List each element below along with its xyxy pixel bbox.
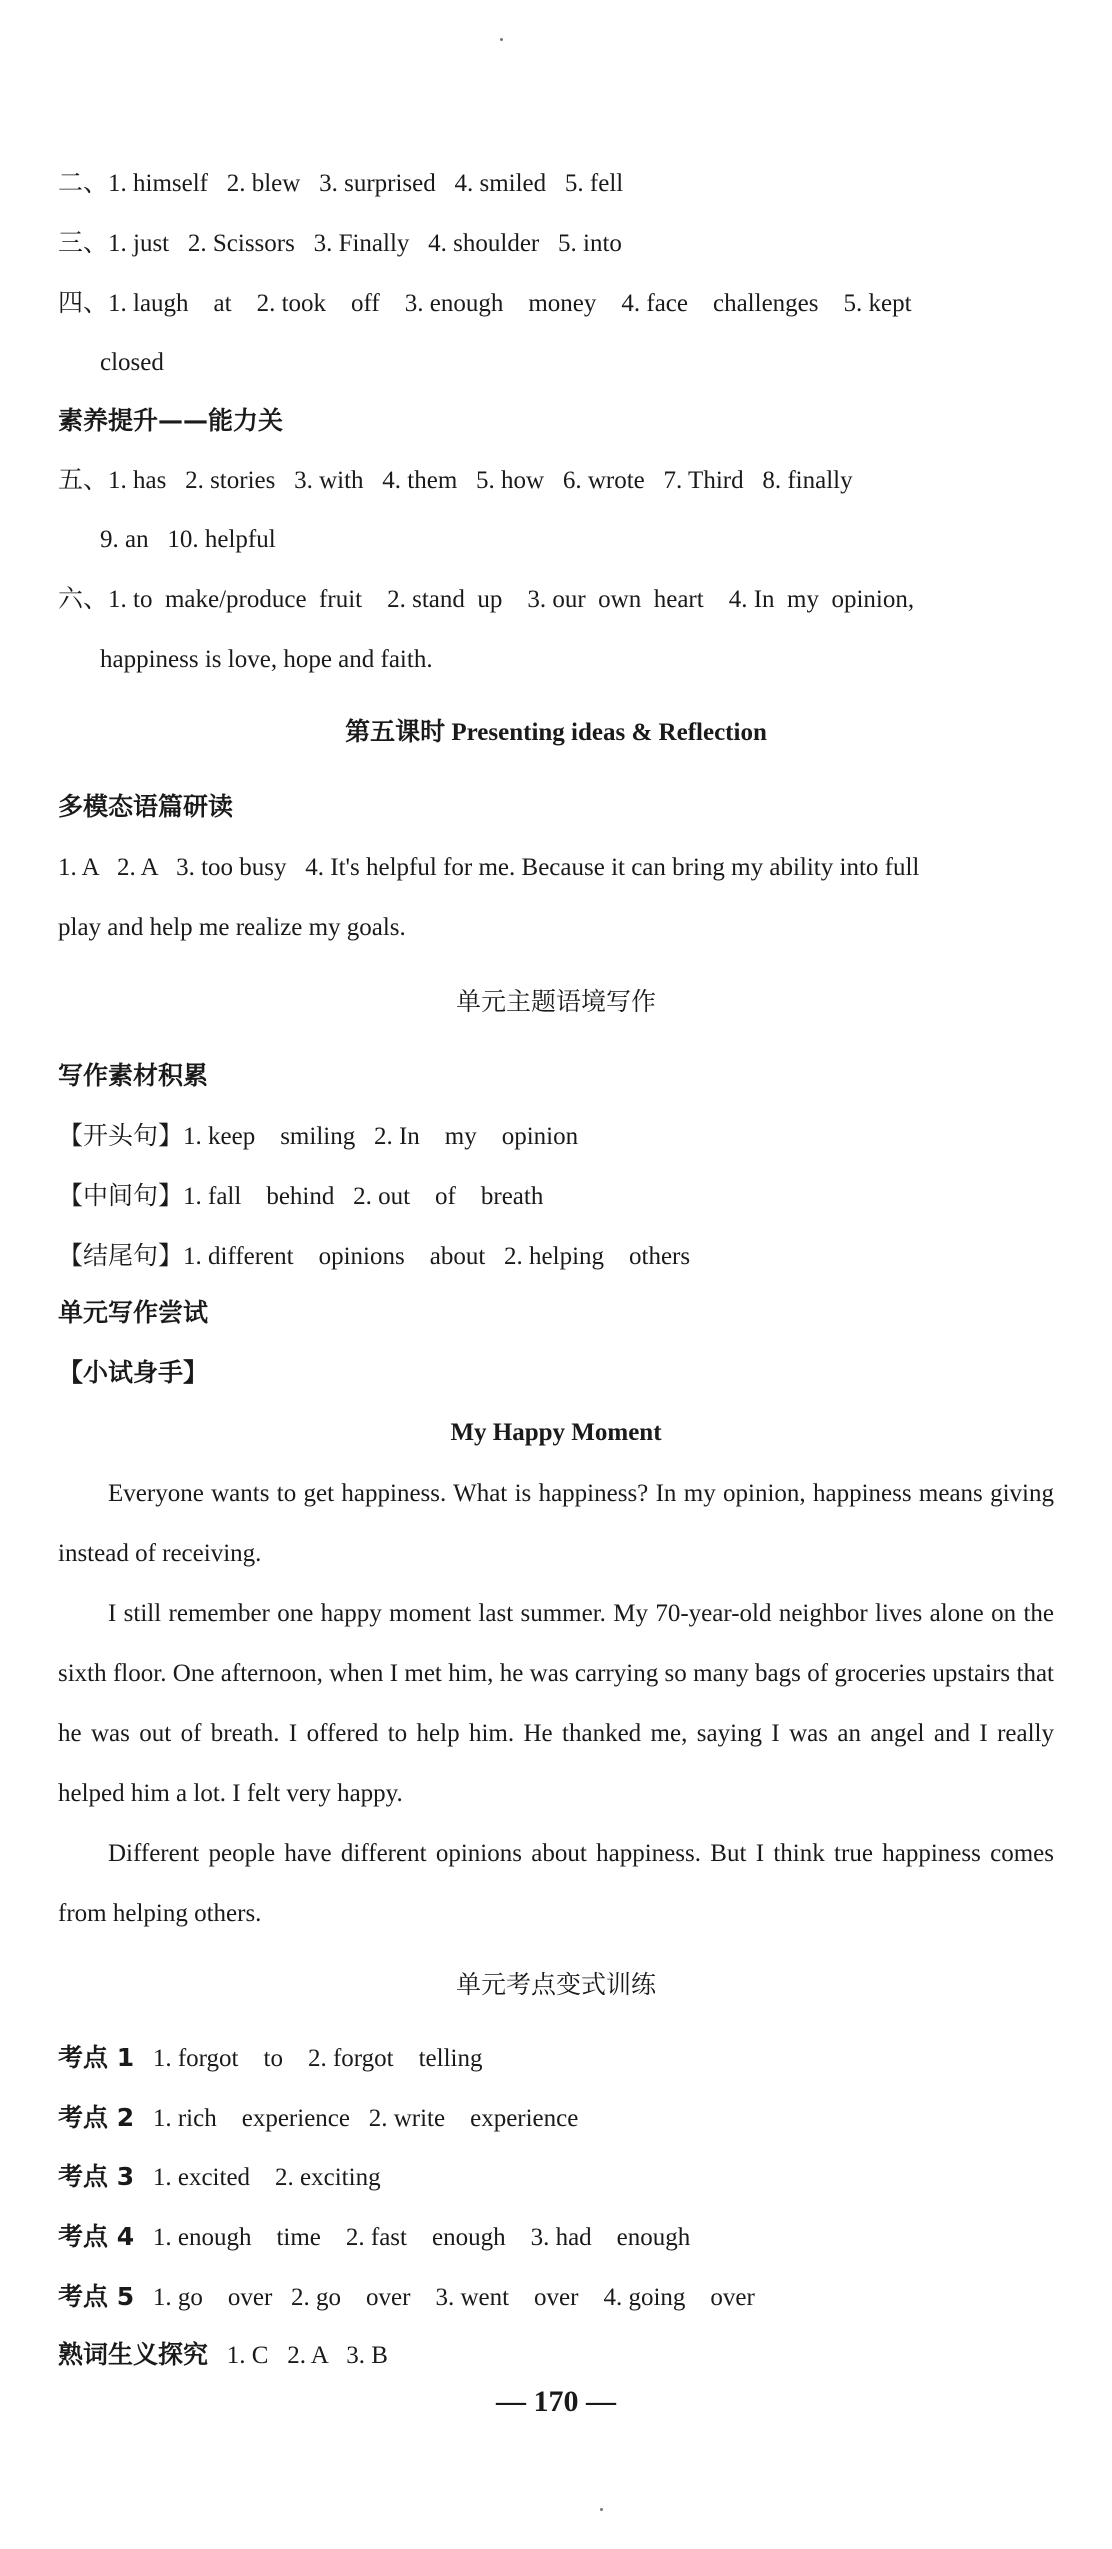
essay-title: My Happy Moment bbox=[450, 1419, 662, 1446]
middle-sentences: 【中间句】1. fall behind 2. out of breath bbox=[58, 1183, 544, 1210]
multimodal-answers-line2: play and help me realize my goals. bbox=[58, 914, 406, 941]
section-4-answers-line2: closed bbox=[100, 349, 164, 376]
exam-point-label: 考点 2 bbox=[58, 2103, 135, 2132]
exam-point-row bbox=[58, 2220, 1054, 2255]
exam-point-answers: 1. excited 2. exciting bbox=[152, 2164, 381, 2191]
exam-point-row bbox=[58, 2280, 1054, 2315]
section-5-answers-line1: 五、1. has 2. stories 3. with 4. them 5. how 6. wrote 7. Third 8. finally bbox=[58, 467, 853, 494]
section-2-answers: 二、1. himself 2. blew 3. surprised 4. smiled 5. fell bbox=[58, 170, 624, 197]
multimodal-heading: 多模态语篇研读 bbox=[58, 792, 234, 821]
essay-body bbox=[58, 1464, 1054, 1944]
section-4-answers-line1: 四、1. laugh at 2. took off 3. enough money 4. face challenges 5. kept bbox=[58, 290, 912, 317]
page-number: — 170 — bbox=[496, 2385, 616, 2418]
section-5-answers-line2: 9. an 10. helpful bbox=[100, 526, 276, 553]
essay-paragraph: Different people have different opinions about happiness. But I think true happiness comes from helping others. bbox=[58, 1840, 1054, 1927]
section-6-answers-line1: 六、1. to make/produce fruit 2. stand up 3. our own heart 4. In my opinion, bbox=[58, 586, 915, 613]
exam-points-title: 单元考点变式训练 bbox=[455, 1970, 656, 1999]
section-3-answers: 三、1. just 2. Scissors 3. Finally 4. shoulder 5. into bbox=[58, 230, 622, 257]
multimodal-answers-line1: 1. A 2. A 3. too busy 4. It's helpful for me. Because it can bring my ability into full bbox=[58, 854, 920, 881]
familiar-words-row bbox=[58, 2338, 1054, 2373]
exam-point-row bbox=[58, 2101, 1054, 2136]
familiar-words-label: 熟词生义探究 bbox=[58, 2340, 209, 2369]
exam-point-answers: 1. forgot to 2. forgot telling bbox=[152, 2045, 483, 2072]
opening-sentences: 【开头句】1. keep smiling 2. In my opinion bbox=[58, 1123, 579, 1150]
ending-sentences: 【结尾句】1. different opinions about 2. helping others bbox=[58, 1243, 691, 1270]
exam-point-row bbox=[58, 2160, 1054, 2195]
exam-point-label: 考点 3 bbox=[58, 2162, 135, 2191]
ability-heading: 素养提升——能力关 bbox=[58, 406, 284, 435]
essay-paragraph: Everyone wants to get happiness. What is happiness? In my opinion, happiness means giving instead of receiving. bbox=[58, 1480, 1054, 1567]
exam-point-answers: 1. rich experience 2. write experience bbox=[152, 2105, 579, 2132]
exam-point-label: 考点 1 bbox=[58, 2043, 135, 2072]
writing-materials-heading: 写作素材积累 bbox=[58, 1061, 209, 1090]
exam-point-label: 考点 5 bbox=[58, 2282, 135, 2311]
section-6-answers-line2: happiness is love, hope and faith. bbox=[100, 646, 433, 673]
exam-point-answers: 1. go over 2. go over 3. went over 4. going over bbox=[152, 2284, 755, 2311]
exam-point-row bbox=[58, 2041, 1054, 2076]
practice-heading: 【小试身手】 bbox=[58, 1358, 209, 1387]
exam-point-answers: 1. enough time 2. fast enough 3. had enough bbox=[152, 2224, 691, 2251]
writing-try-heading: 单元写作尝试 bbox=[58, 1298, 209, 1327]
exam-point-label: 考点 4 bbox=[58, 2222, 135, 2251]
essay-paragraph: I still remember one happy moment last summer. My 70-year-old neighbor lives alone on the sixth floor. One afternoon, when I met him, he was carrying so many bags of groceries upstairs that he was out of breath. I offered to help him. He thanked me, saying I was an angel and I really helped him a lot. I felt very happy. bbox=[58, 1600, 1054, 1807]
lesson-5-title: 第五课时 Presenting ideas & Reflection bbox=[345, 719, 767, 746]
unit-writing-title: 单元主题语境写作 bbox=[455, 987, 656, 1016]
scan-speck bbox=[600, 2508, 603, 2511]
familiar-words-answers: 1. C 2. A 3. B bbox=[226, 2342, 388, 2369]
scan-speck bbox=[500, 38, 503, 41]
